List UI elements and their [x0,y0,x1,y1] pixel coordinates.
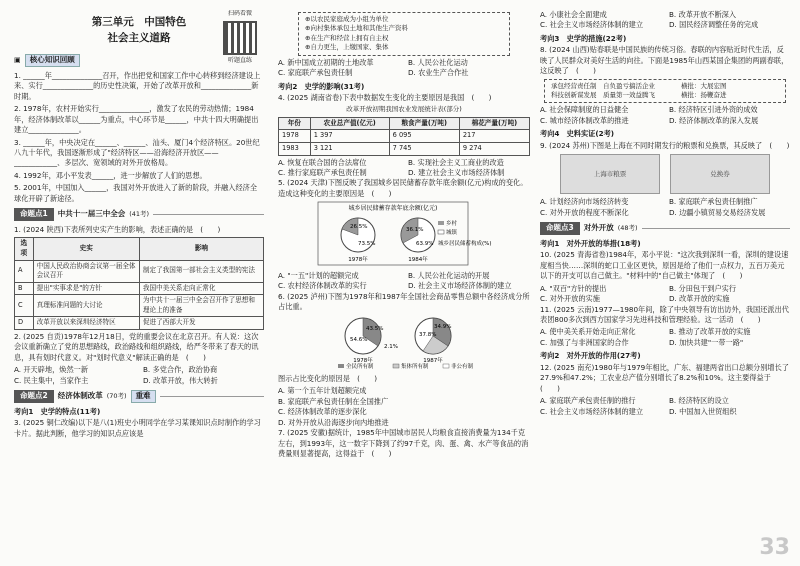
point3-name: 对外开放 [583,223,614,233]
point1-tag: 命题点1 [14,208,54,221]
table-cell: 提出"实事求是"的方针 [33,282,139,295]
question-3-options [278,58,530,79]
core-items [14,71,264,204]
option[interactable]: D. 改革开放的实施 [669,294,730,304]
question-7-stem: 7. (2025 安徽)据统计，1985年中国城市居民人均粮食直接消费量为134千克左右，到1993年，这一数字下降到了约97千克，肉、蛋、禽、水产等食品的消费量则显著提高，这得益于 ( ) [278,428,529,458]
unit-subtitle: 社会主义道路 [107,31,171,44]
page-number: 33 [759,535,790,561]
couplet-line: 承包经营责任制 自负盈亏搞活企业 横批：大展宏图 [551,81,727,90]
question-4-options [278,158,530,179]
point2-name: 经济体制改革 [57,391,103,401]
option[interactable]: A. 小康社会全面建成 [540,10,607,19]
study-card [298,12,510,56]
q6-val: 37.8% [419,332,437,339]
exchange-ticket-image: 兑换券 [670,154,770,194]
pie1-label-b: 73.5% [358,241,376,248]
option[interactable]: D. 建立社会主义市场经济体制 [408,167,505,177]
table-row [279,130,530,143]
question-4-table [278,117,530,156]
table-row [15,317,264,330]
point1-count: (41考) [129,209,150,218]
core-item: 3. ______年，中央决定在______、______、汕头、厦门4个经济特区。20世纪八九十年代，我国逐渐形成了"经济特区——沿海经济开放区——____________、多层次、宽领域的对外开放格局。 [14,137,260,168]
left-column [14,10,264,560]
table-cell: 促进了西部大开发 [139,317,263,330]
question-6-options [278,386,530,428]
option[interactable]: A. 社会保障制度的日益健全 [540,105,629,115]
question-2-stem: 2. (2025 自贡)1978年12月18日，党的重要会议在北京召开。有人说：这次会议重新确立了党的思想路线，政治路线和组织路线，给严冬带来了春天的讯息，具有划时代意义。对"划时代意义"解读正确的是 ( ) [14,331,259,362]
subsection-title: 考向4 史料实证(2考) [540,129,615,139]
ticket-images [560,154,770,194]
question-11-options [540,327,790,348]
question-3-stem: 3. (2025 铜仁改编)以下是八(1)班史小明同学在学习某课知识点时制作的学习卡片。据此判断，他学习的知识点应该是 [14,418,261,438]
table-cell: C [15,295,34,317]
pie2-year: 1984年 [408,257,428,264]
option[interactable]: B. 推动了改革开放的实施 [669,327,751,337]
table-caption: 改革开放初期我国农业发展统计表(部分) [346,105,462,114]
option[interactable]: B. 改革开放不断深入 [669,10,737,19]
option[interactable]: A. 开天辟地，焕然一新 [14,365,89,375]
option[interactable]: C. 经济体制改革的逐步深化 [278,407,367,417]
question-1-table [14,237,264,329]
option[interactable]: C. 家庭联产承包责任制 [278,68,353,78]
table-cell: 为中共十一届三中全会召开作了思想和理论上的准备 [139,295,263,317]
q6-legend-swatch [443,364,449,368]
table-cell: 1978 [279,130,311,143]
option[interactable]: B. 家庭联产承包责任制推广 [669,197,758,207]
option[interactable]: A. "一五"计划的超额完成 [278,270,359,280]
q6-val: 2.1% [384,344,398,351]
legend-swatch-rural [438,221,444,225]
subsection-title: 考向1 对外开放的举措(18考) [540,238,641,248]
subsection-title: 考向1 史学的特点(11考) [14,406,101,416]
option[interactable]: B. 多党合作，政治协商 [143,365,218,375]
subsection-title: 考向2 史学的影响(31考) [278,81,365,91]
option[interactable]: C. 农村经济体制改革的实行 [278,281,367,291]
option[interactable]: C. 加强了与非洲国家的合作 [540,337,629,347]
book-icon: ▣ [14,55,21,65]
table-cell: 217 [459,130,529,143]
point1-name: 中共十一届三中全会 [57,209,126,219]
pie1-year: 1978年 [348,257,368,264]
table-cell: 1 397 [310,130,389,143]
subsection-title: 考向2 对外开放的作用(27考) [540,351,641,361]
legend-swatch-town [438,230,444,234]
option[interactable]: D. 边疆小镇贸易交易经济发展 [669,207,766,217]
question-6-stem: 6. (2025 泸州)下图为1978年和1987年全国社会商品零售总额中各经济成分所占比重。 [278,291,530,311]
q6-legend: 非公有制 [451,364,474,371]
unit-title: 第三单元 中国特色 [91,16,187,28]
point2-tag: 命题点2 [14,390,54,403]
option[interactable]: D. 国民经济调整任务的完成 [669,20,759,30]
option[interactable]: A. 家庭联产承包责任制的推行 [540,396,636,406]
option[interactable]: D. 中国加入世贸组织 [669,406,737,416]
question-12-stem: 12. (2025 南充)1980年与1979年相比，广东、福建两省出口总额分别增长了27.9%和47.2%；工农业总产值分别增长了8.2%和10%。这主要得益于 ( ) [540,362,789,393]
question-10-stem: 10. (2025 青海省卷)1984年，邓小平说："这次我到深圳一看，深圳的建设速度相当快……深圳的蛇口工业区更快，原因是给了他们一点权力，五百万美元以下的开支可以自己做主。"材料中的"自己做主"体现了 ( ) [540,250,789,281]
option[interactable]: A. 使中美关系开始走向正常化 [540,327,636,337]
table-cell: 真理标准问题的大讨论 [33,295,139,317]
option[interactable]: C. 城市经济体制改革的推进 [540,115,629,125]
table-header: 粮食产量(万吨) [389,117,459,130]
pie2-label-b: 63.9% [416,241,434,248]
core-item: 1. ______年______________召开，作出把党和国家工作中心转移到经济建设上来、实行______________的历史性决策，开始了改革开放和______________新时期。 [14,70,261,101]
question-5-stem: 5. (2024 天津)下图反映了我国城乡居民储蓄存款年底余额(亿元)构成的变化。造成这种变化的主要原因是 ( ) [278,178,528,198]
card-line: ⊕向村集体承包土地和其他生产资料 [305,24,408,33]
option[interactable]: B. 家庭联产承包责任制在全国推广 [278,396,389,406]
option[interactable]: A. 恢复在联合国的合法席位 [278,157,367,167]
couplet-line: 科技创新谋发展 质量第一效益腾飞 横批：扬鞭奋进 [551,91,727,100]
question-5-options [278,271,530,292]
question-9-options [540,197,790,218]
option[interactable]: D. 对外开放从沿海逐步向内地推进 [278,417,389,427]
qr-code-block[interactable] [216,10,264,65]
option[interactable]: D. 社会主义市场经济体制的建立 [408,281,512,291]
option[interactable]: A. 第一个五年计划超额完成 [278,386,367,396]
question-2-options [14,365,264,386]
card-line: ⊕自力更生，上缴国家、集体 [305,43,389,52]
point1-header [14,208,264,221]
table-header: 棉花产量(万吨) [459,117,529,130]
table-cell: A [15,260,34,282]
subsection-title: 考向3 史学的措施(22考) [540,33,627,43]
option[interactable]: D. 经济体制改革的深入发展 [669,115,759,125]
q6-pie2-year: 1987年 [423,358,443,365]
core-item: 2. 1978年，农村开始实行______________，激发了农民的劳动热情；1984年，经济体制改革以______为重点，中心环节是______，中共十四大明确提出建立______________。 [14,104,259,135]
qr-code-icon[interactable] [223,21,257,55]
table-cell: 制定了我国第一部社会主义类型的宪法 [139,260,263,282]
q6-legend-swatch [393,364,399,368]
q6-pie1-year: 1978年 [353,358,373,365]
table-cell: 1983 [279,142,311,155]
retail-pie-figure [278,314,530,370]
question-7-options [540,10,790,31]
pie-title: 城乡居民储蓄存款年底余额(亿元) [348,205,438,213]
difficulty-badge: 重难 [131,390,156,403]
table-row [15,295,264,317]
option[interactable]: B. 分田包干到户实行 [669,283,737,293]
question-9-stem: 9. (2024 苏州)下图是上海在不同时期发行的粮票和兑换票，其反映了 ( ) [540,140,790,150]
legend-label: 城镇 [446,230,458,237]
option[interactable]: A. 计划经济向市场经济转变 [540,197,629,207]
pie2-label-a: 36.1% [406,227,424,234]
option[interactable]: B. 人民公社化运动的开展 [408,270,490,280]
table-cell: 中国人民政治协商会议第一届全体会议召开 [33,260,139,282]
table-header: 农业总产值(亿元) [310,117,389,130]
option[interactable]: A. "双百"方针的提出 [540,283,607,293]
table-header: 年份 [279,117,311,130]
q6-legend: 集体所有制 [401,364,429,371]
right-column [540,10,790,560]
question-10-options [540,284,790,305]
savings-pie-figure [278,201,530,267]
table-cell: 6 095 [389,130,459,143]
q6-val: 34.9% [434,324,452,331]
option[interactable]: A. 新中国成立初期的土地改革 [278,57,374,67]
table-cell: 9 274 [459,142,529,155]
table-row [15,260,264,282]
core-knowledge-title: 核心知识回顾 [25,54,80,67]
legend-label: 乡村 [446,221,458,228]
option[interactable]: C. 推行家庭联产承包责任制 [278,167,367,177]
table-row [279,142,530,155]
question-8-stem: 8. (2024 山西)贴春联是中国民族的传统习俗。春联的内容贴近时代生活，反映了人民群众对美好生活的向往。下面是1985年山西某国企集团的两副春联，这反映了 ( ) [540,45,789,76]
table-header: 史实 [33,238,139,260]
point2-header [14,390,264,403]
point3-tag: 命题点3 [540,222,580,235]
option[interactable]: C. 对外开放的程度不断深化 [540,207,629,217]
point2-count: (70考) [106,391,127,400]
option[interactable]: C. 社会主义市场经济体制的建立 [540,20,644,30]
option[interactable]: B. 实现社会主义工商业的改造 [408,157,504,167]
table-row [15,282,264,295]
option[interactable]: B. 经济特区引进外资的成效 [669,105,758,115]
option[interactable]: C. 民主集中，当家作主 [14,375,89,385]
core-item: 5. 2001年，中国加入______，我国对外开放进入了新的阶段，并融入经济全球化开辟了新途径。 [14,183,258,203]
point3-header [540,222,790,235]
option[interactable]: C. 社会主义市场经济体制的建立 [540,406,644,416]
pie1-label-a: 26.5% [350,224,368,231]
question-11-stem: 11. (2025 云南)1977—1980年间，除了中央领导有访出访外，我国还派出代表团800多次到西方国家学习先进科技和管理经验。这一活动 ( ) [540,304,789,325]
q6-val: 43.5% [366,326,384,333]
table-header: 影响 [139,238,263,260]
question-12-options [540,396,790,417]
table-cell: 改革开放以来深圳经济特区 [33,317,139,330]
option[interactable]: D. 加快共建"一带一路" [669,337,744,347]
option[interactable]: C. 对外开放的实施 [540,294,600,304]
question-8-options [540,105,790,126]
card-line: ⊕在生产和经营上拥有自主权 [305,33,389,42]
qr-bottom-text: 听题直练 [227,56,252,64]
core-item: 4. 1992年，邓小平发表______，进一步解放了人们的思想。 [14,170,207,180]
question-4-stem: 4. (2025 湖南省卷)下表中数据发生变化的主要原因是我国 ( ) [278,93,492,102]
q6-legend-swatch [338,364,344,368]
option[interactable]: B. 人民公社化运动 [408,57,468,67]
table-cell: D [15,317,34,330]
table-cell: 3 121 [310,142,389,155]
table-header: 选项 [15,238,34,260]
table-cell: 我国中美关系走向正常化 [139,282,263,295]
couplet-box [544,79,786,104]
grain-ticket-image: 上海市粮票 [560,154,660,194]
option[interactable]: D. 改革开放，伟大转折 [143,375,218,385]
table-cell: 7 745 [389,142,459,155]
option[interactable]: B. 经济特区的设立 [669,396,729,406]
q6-val: 54.6% [350,337,368,344]
q6-legend: 全民所有制 [346,364,374,371]
card-line: ⊕以农民家庭成为小组为单位 [305,15,389,23]
legend-caption: 城乡居民储蓄构成(%) [438,241,492,248]
option[interactable]: D. 农业生产合作社 [408,68,469,78]
question-6-ask: 图示占比变化的原因是 ( ) [278,373,378,383]
point3-count: (48考) [617,223,638,232]
qr-top-text: 扫码看微 [227,10,252,17]
question-1-stem: 1. (2024 陕西)下表所列史实产生的影响，表述正确的是 ( ) [14,225,221,235]
middle-column [278,10,530,560]
table-cell: B [15,282,34,295]
